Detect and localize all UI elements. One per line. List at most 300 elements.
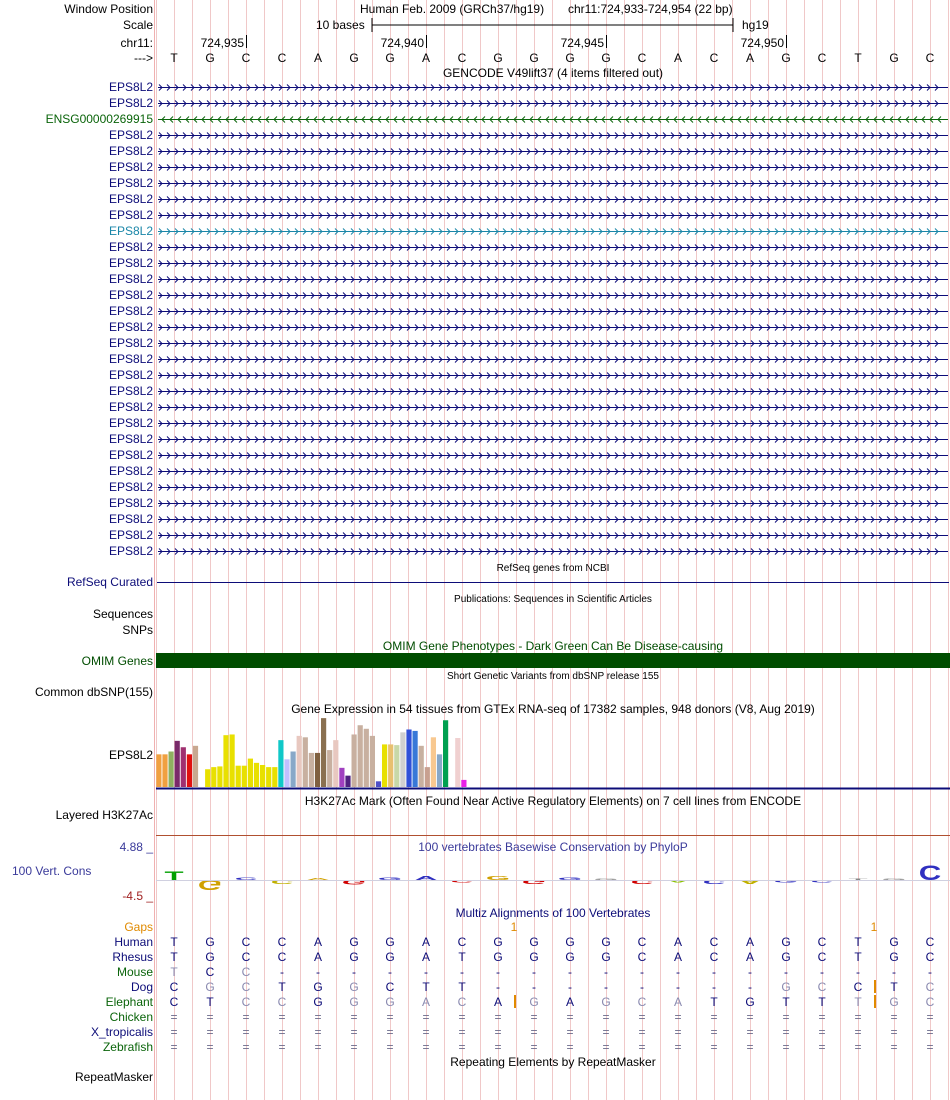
aligned-base: C bbox=[241, 980, 251, 994]
gtex-tissue-bar bbox=[169, 752, 174, 788]
gencode-gene-line[interactable] bbox=[156, 304, 950, 318]
phylop-min-label: -4.5 _ bbox=[122, 889, 153, 903]
gencode-gene-label[interactable]: EPS8L2 bbox=[108, 416, 153, 430]
gencode-gene-label[interactable]: EPS8L2 bbox=[108, 400, 153, 414]
gencode-gene-label[interactable]: EPS8L2 bbox=[108, 176, 153, 190]
reference-base: C bbox=[709, 51, 719, 65]
gencode-gene-line[interactable] bbox=[156, 400, 950, 414]
gencode-gene-label[interactable]: EPS8L2 bbox=[108, 384, 153, 398]
species-label[interactable]: X_tropicalis bbox=[90, 1025, 153, 1039]
aligned-base: = bbox=[854, 1040, 862, 1054]
gtex-tissue-bar bbox=[205, 769, 210, 787]
gencode-gene-line[interactable] bbox=[156, 96, 950, 110]
gtex-tissue-bar bbox=[443, 720, 448, 787]
gencode-gene-label[interactable]: EPS8L2 bbox=[108, 304, 153, 318]
ruler-tick bbox=[606, 35, 607, 48]
reference-base: C bbox=[457, 51, 467, 65]
gtex-tissue-bar bbox=[394, 745, 399, 787]
phylop-letter bbox=[522, 879, 546, 885]
species-label[interactable]: Dog bbox=[130, 980, 153, 994]
svg-text:C: C bbox=[810, 879, 834, 884]
gencode-gene-line[interactable] bbox=[156, 208, 950, 222]
ruler-tick bbox=[786, 35, 787, 48]
gencode-gene-label[interactable]: EPS8L2 bbox=[108, 336, 153, 350]
gencode-gene-line[interactable] bbox=[156, 160, 950, 174]
gencode-gene-line[interactable] bbox=[156, 272, 950, 286]
gtex-tissue-bar bbox=[303, 737, 308, 787]
aligned-base: G bbox=[601, 995, 611, 1009]
reference-base: T bbox=[170, 51, 178, 65]
omim-gene-bar[interactable] bbox=[156, 653, 950, 668]
aligned-base: = bbox=[206, 1010, 214, 1024]
aligned-base: = bbox=[566, 1010, 574, 1024]
svg-text:C: C bbox=[270, 878, 294, 885]
gtex-tissue-bar bbox=[413, 731, 418, 787]
aligned-base: = bbox=[782, 1025, 790, 1039]
aligned-base: = bbox=[206, 1040, 214, 1054]
gencode-gene-line[interactable] bbox=[156, 512, 950, 526]
ruler-tick bbox=[246, 35, 247, 48]
gencode-gene-line[interactable] bbox=[156, 320, 950, 334]
aligned-base: C bbox=[205, 965, 215, 979]
gencode-gene-line[interactable] bbox=[156, 256, 950, 270]
gencode-gene-line[interactable] bbox=[156, 416, 950, 430]
aligned-base: G bbox=[205, 950, 215, 964]
gap-count: 1 bbox=[870, 920, 878, 934]
gtex-tissue-bar bbox=[175, 741, 180, 787]
aligned-base: G bbox=[565, 950, 575, 964]
aligned-base: G bbox=[313, 995, 323, 1009]
gtex-tissue-bar bbox=[315, 753, 320, 787]
aligned-base: G bbox=[493, 935, 503, 949]
aligned-base: T bbox=[782, 995, 790, 1009]
aligned-base: = bbox=[602, 1040, 610, 1054]
aligned-base: C bbox=[385, 980, 395, 994]
aligned-base: = bbox=[458, 1040, 466, 1054]
phylop-letter bbox=[739, 879, 762, 885]
assembly-text: Human Feb. 2009 (GRCh37/hg19) bbox=[360, 2, 545, 16]
aligned-base: = bbox=[350, 1040, 358, 1054]
aligned-base: - bbox=[784, 965, 788, 979]
position-text[interactable]: chr11:724,933-724,954 (22 bp) bbox=[568, 2, 733, 16]
gtex-tissue-bar bbox=[156, 754, 161, 787]
aligned-base: = bbox=[278, 1025, 286, 1039]
gencode-gene-label[interactable]: EPS8L2 bbox=[108, 496, 153, 510]
aligned-base: = bbox=[422, 1040, 430, 1054]
aligned-base: = bbox=[242, 1040, 250, 1054]
gencode-gene-label[interactable]: EPS8L2 bbox=[108, 528, 153, 542]
gtex-tissue-bar bbox=[431, 737, 436, 787]
aligned-base: T bbox=[170, 965, 178, 979]
refseq-track-label[interactable]: RefSeq Curated bbox=[66, 575, 153, 589]
aligned-base: T bbox=[854, 995, 862, 1009]
species-label[interactable]: Zebrafish bbox=[102, 1040, 153, 1054]
aligned-base: A bbox=[673, 995, 682, 1009]
phylop-letter bbox=[667, 879, 690, 883]
species-label[interactable]: Elephant bbox=[105, 995, 153, 1009]
reference-base: C bbox=[241, 51, 251, 65]
aligned-base: - bbox=[640, 980, 644, 994]
svg-text:T: T bbox=[164, 869, 184, 883]
dbsnp-track-label[interactable]: Common dbSNP(155) bbox=[34, 685, 153, 699]
aligned-base: A bbox=[421, 995, 430, 1009]
phylop-letter bbox=[631, 879, 654, 885]
aligned-base: = bbox=[926, 1040, 934, 1054]
aligned-base: = bbox=[854, 1010, 862, 1024]
aligned-base: G bbox=[385, 935, 395, 949]
aligned-base: T bbox=[170, 935, 178, 949]
gtex-tissue-bar bbox=[376, 781, 381, 787]
gencode-gene-line[interactable] bbox=[156, 80, 950, 94]
aligned-base: = bbox=[710, 1025, 718, 1039]
aligned-base: - bbox=[568, 965, 572, 979]
aligned-base: - bbox=[892, 965, 896, 979]
aligned-base: C bbox=[817, 980, 827, 994]
aligned-base: = bbox=[170, 1040, 178, 1054]
aligned-base: - bbox=[316, 965, 320, 979]
aligned-base: = bbox=[170, 1025, 178, 1039]
chrom-label: chr11: bbox=[120, 36, 153, 50]
gtex-tissue-bar bbox=[211, 767, 216, 787]
gtex-tissue-bar bbox=[400, 732, 405, 787]
gencode-gene-label[interactable]: EPS8L2 bbox=[108, 224, 153, 238]
aligned-base: - bbox=[532, 980, 536, 994]
window-position-label: Window Position bbox=[64, 2, 153, 16]
gtex-tissue-bar bbox=[260, 765, 265, 787]
aligned-base: G bbox=[781, 950, 791, 964]
aligned-base: C bbox=[925, 935, 935, 949]
gencode-gene-label[interactable]: EPS8L2 bbox=[108, 368, 153, 382]
aligned-base: = bbox=[638, 1040, 646, 1054]
reference-base: A bbox=[745, 51, 754, 65]
reference-base: G bbox=[601, 51, 611, 65]
gtex-tissue-bar bbox=[217, 766, 222, 787]
aligned-base: = bbox=[170, 1010, 178, 1024]
aligned-base: G bbox=[529, 995, 539, 1009]
gencode-gene-label[interactable]: EPS8L2 bbox=[108, 128, 153, 142]
aligned-base: = bbox=[242, 1025, 250, 1039]
aligned-base: G bbox=[385, 950, 395, 964]
gencode-gene-label[interactable]: EPS8L2 bbox=[108, 352, 153, 366]
aligned-base: G bbox=[493, 950, 503, 964]
gencode-gene-label[interactable]: EPS8L2 bbox=[108, 448, 153, 462]
gencode-gene-label[interactable]: EPS8L2 bbox=[108, 288, 153, 302]
aligned-base: = bbox=[422, 1010, 430, 1024]
gtex-tissue-bar bbox=[461, 780, 466, 787]
aligned-base: = bbox=[422, 1025, 430, 1039]
aligned-base: T bbox=[854, 935, 862, 949]
phylop-track-label[interactable]: 100 Vert. Cons bbox=[12, 864, 92, 878]
aligned-base: = bbox=[818, 1025, 826, 1039]
gencode-gene-line[interactable] bbox=[156, 352, 950, 366]
aligned-base: C bbox=[709, 935, 719, 949]
reference-base: G bbox=[385, 51, 395, 65]
aligned-base: - bbox=[856, 965, 860, 979]
aligned-base: = bbox=[494, 1040, 502, 1054]
aligned-base: = bbox=[566, 1040, 574, 1054]
species-label[interactable]: Rhesus bbox=[112, 950, 153, 964]
aligned-base: G bbox=[889, 995, 899, 1009]
aligned-base: T bbox=[854, 950, 862, 964]
gencode-gene-line[interactable] bbox=[156, 368, 950, 382]
svg-text:G: G bbox=[197, 876, 223, 893]
insertion-mark bbox=[874, 995, 876, 1008]
gtex-tissue-bar bbox=[309, 753, 314, 787]
species-label[interactable]: Human bbox=[114, 935, 153, 949]
svg-text:G: G bbox=[881, 878, 907, 881]
gencode-gene-line[interactable] bbox=[156, 496, 950, 510]
aligned-base: - bbox=[280, 965, 284, 979]
gtex-tissue-bar bbox=[370, 736, 375, 787]
aligned-base: = bbox=[494, 1025, 502, 1039]
gencode-gene-line[interactable] bbox=[156, 112, 950, 126]
gtex-tissue-bar bbox=[193, 746, 198, 787]
svg-text:G: G bbox=[557, 876, 583, 881]
gtex-tissue-bar bbox=[230, 734, 235, 787]
gtex-track-label[interactable]: EPS8L2 bbox=[108, 748, 153, 762]
repeatmasker-track-title: Repeating Elements by RepeatMasker bbox=[450, 1055, 656, 1069]
species-label[interactable]: Mouse bbox=[116, 965, 153, 979]
aligned-base: C bbox=[241, 965, 251, 979]
gtex-tissue-bar bbox=[364, 729, 369, 787]
aligned-base: - bbox=[928, 965, 932, 979]
sidebar-divider bbox=[154, 0, 155, 1100]
aligned-base: - bbox=[712, 965, 716, 979]
svg-text:C: C bbox=[702, 878, 726, 885]
gtex-bar-chart[interactable] bbox=[156, 716, 950, 790]
aligned-base: G bbox=[529, 950, 539, 964]
aligned-base: - bbox=[640, 965, 644, 979]
svg-text:G: G bbox=[341, 878, 367, 886]
gencode-gene-label[interactable]: EPS8L2 bbox=[108, 208, 153, 222]
gencode-gene-line[interactable] bbox=[156, 176, 950, 190]
aligned-base: = bbox=[674, 1040, 682, 1054]
aligned-base: - bbox=[748, 980, 752, 994]
publications-sequences-label[interactable]: Sequences bbox=[92, 607, 153, 621]
gencode-gene-line[interactable] bbox=[156, 544, 950, 558]
gencode-gene-label[interactable]: ENSG00000269915 bbox=[45, 112, 153, 126]
strand-label: ---> bbox=[134, 51, 153, 65]
aligned-base: - bbox=[424, 965, 428, 979]
aligned-base: = bbox=[818, 1040, 826, 1054]
gtex-tissue-bar bbox=[339, 768, 344, 787]
aligned-base: - bbox=[532, 965, 536, 979]
aligned-base: C bbox=[169, 980, 179, 994]
scale-label: Scale bbox=[122, 18, 153, 32]
aligned-base: G bbox=[745, 995, 755, 1009]
gencode-gene-line[interactable] bbox=[156, 384, 950, 398]
gencode-gene-line[interactable] bbox=[156, 128, 950, 142]
gencode-gene-label[interactable]: EPS8L2 bbox=[108, 464, 153, 478]
gencode-gene-line[interactable] bbox=[156, 288, 950, 302]
gencode-gene-line[interactable] bbox=[156, 480, 950, 494]
gencode-gene-line[interactable] bbox=[156, 464, 950, 478]
aligned-base: A bbox=[565, 995, 574, 1009]
aligned-base: = bbox=[638, 1025, 646, 1039]
gtex-tissue-bar bbox=[437, 754, 442, 787]
reference-base: G bbox=[493, 51, 503, 65]
publications-snps-label[interactable]: SNPs bbox=[122, 623, 153, 637]
aligned-base: = bbox=[854, 1025, 862, 1039]
reference-base: A bbox=[421, 51, 430, 65]
svg-text:A: A bbox=[666, 879, 690, 884]
gencode-gene-line[interactable] bbox=[156, 224, 950, 238]
aligned-base: T bbox=[422, 980, 430, 994]
aligned-base: A bbox=[745, 950, 754, 964]
gencode-gene-label[interactable]: EPS8L2 bbox=[108, 144, 153, 158]
aligned-base: - bbox=[496, 965, 500, 979]
repeatmasker-track-label[interactable]: RepeatMasker bbox=[74, 1070, 153, 1084]
aligned-base: = bbox=[314, 1040, 322, 1054]
svg-text:G: G bbox=[485, 875, 511, 882]
gencode-gene-line[interactable] bbox=[156, 528, 950, 542]
aligned-base: = bbox=[386, 1010, 394, 1024]
aligned-base: G bbox=[565, 935, 575, 949]
gencode-gene-label[interactable]: EPS8L2 bbox=[108, 160, 153, 174]
aligned-base: A bbox=[313, 935, 322, 949]
phylop-letter bbox=[774, 879, 798, 883]
gtex-tissue-bar bbox=[321, 718, 326, 787]
gencode-gene-line[interactable] bbox=[156, 144, 950, 158]
gtex-tissue-bar bbox=[406, 729, 411, 787]
scale-db-text: hg19 bbox=[742, 18, 769, 32]
omim-track-label[interactable]: OMIM Genes bbox=[81, 654, 153, 668]
gtex-tissue-bar bbox=[449, 721, 454, 787]
gencode-gene-label[interactable]: EPS8L2 bbox=[108, 240, 153, 254]
svg-text:C: C bbox=[918, 861, 942, 885]
gtex-tissue-bar bbox=[455, 738, 460, 787]
multiz-track-title: Multiz Alignments of 100 Vertebrates bbox=[455, 906, 651, 920]
gencode-gene-line[interactable] bbox=[156, 336, 950, 350]
gencode-gene-label[interactable]: EPS8L2 bbox=[108, 512, 153, 526]
aligned-base: = bbox=[494, 1010, 502, 1024]
ruler-tick-label: 724,940 bbox=[380, 36, 424, 50]
gtex-tissue-bar bbox=[297, 736, 302, 787]
aligned-base: = bbox=[314, 1025, 322, 1039]
aligned-base: = bbox=[278, 1040, 286, 1054]
svg-text:C: C bbox=[630, 878, 654, 885]
aligned-base: G bbox=[349, 980, 359, 994]
aligned-base: = bbox=[530, 1010, 538, 1024]
aligned-base: - bbox=[496, 980, 500, 994]
gencode-gene-line[interactable] bbox=[156, 432, 950, 446]
gencode-gene-line[interactable] bbox=[156, 192, 950, 206]
aligned-base: A bbox=[673, 950, 682, 964]
gencode-gene-label[interactable]: EPS8L2 bbox=[108, 96, 153, 110]
gencode-gene-label[interactable]: EPS8L2 bbox=[108, 320, 153, 334]
gencode-gene-label[interactable]: EPS8L2 bbox=[108, 80, 153, 94]
aligned-base: C bbox=[277, 935, 287, 949]
gtex-tissue-bar bbox=[266, 767, 271, 787]
aligned-base: C bbox=[277, 950, 287, 964]
aligned-base: T bbox=[458, 980, 466, 994]
aligned-base: - bbox=[460, 965, 464, 979]
gencode-gene-label[interactable]: EPS8L2 bbox=[108, 432, 153, 446]
reference-base: T bbox=[854, 51, 862, 65]
gtex-tissue-bar bbox=[291, 752, 296, 788]
omim-track-title: OMIM Gene Phenotypes - Dark Green Can Be Disease-causing bbox=[382, 639, 724, 653]
aligned-base: G bbox=[385, 995, 395, 1009]
phylop-letter bbox=[342, 879, 366, 886]
aligned-base: = bbox=[602, 1010, 610, 1024]
aligned-base: - bbox=[748, 965, 752, 979]
gap-count: 1 bbox=[510, 920, 518, 934]
aligned-base: G bbox=[889, 935, 899, 949]
phylop-logo[interactable] bbox=[156, 854, 950, 904]
gtex-tissue-bar bbox=[199, 785, 204, 787]
scale-bases-text: 10 bases bbox=[316, 18, 365, 32]
aligned-base: C bbox=[457, 935, 467, 949]
species-label[interactable]: Chicken bbox=[109, 1010, 153, 1024]
ruler-tick-label: 724,950 bbox=[740, 36, 784, 50]
phylop-letter bbox=[919, 861, 942, 885]
svg-text:T: T bbox=[848, 878, 868, 881]
aligned-base: T bbox=[458, 950, 466, 964]
aligned-base: C bbox=[241, 995, 251, 1009]
aligned-base: = bbox=[386, 1025, 394, 1039]
gtex-tissue-bar bbox=[272, 767, 277, 787]
aligned-base: = bbox=[530, 1040, 538, 1054]
aligned-base: G bbox=[205, 980, 215, 994]
gencode-gene-label[interactable]: EPS8L2 bbox=[108, 272, 153, 286]
reference-base: G bbox=[565, 51, 575, 65]
aligned-base: = bbox=[386, 1040, 394, 1054]
svg-text:G: G bbox=[377, 876, 403, 881]
aligned-base: C bbox=[709, 950, 719, 964]
aligned-base: = bbox=[782, 1010, 790, 1024]
aligned-base: = bbox=[314, 1010, 322, 1024]
aligned-base: = bbox=[530, 1025, 538, 1039]
gencode-gene-label[interactable]: EPS8L2 bbox=[108, 480, 153, 494]
refseq-gene-line[interactable] bbox=[157, 582, 949, 583]
phylop-track-title: 100 vertebrates Basewise Conservation by PhyloP bbox=[418, 840, 688, 854]
aligned-base: A bbox=[745, 935, 754, 949]
gtex-tissue-bar bbox=[181, 747, 186, 787]
gtex-tissue-bar bbox=[333, 740, 338, 787]
aligned-base: = bbox=[890, 1010, 898, 1024]
h3k27ac-track-label[interactable]: Layered H3K27Ac bbox=[55, 808, 153, 822]
aligned-base: = bbox=[818, 1010, 826, 1024]
svg-text:G: G bbox=[773, 879, 799, 884]
aligned-base: G bbox=[529, 935, 539, 949]
aligned-base: T bbox=[710, 995, 718, 1009]
reference-base: G bbox=[889, 51, 899, 65]
multiz-gaps-label[interactable]: Gaps bbox=[124, 920, 153, 934]
aligned-base: - bbox=[352, 965, 356, 979]
gtex-tissue-bar bbox=[358, 725, 363, 787]
aligned-base: T bbox=[278, 980, 286, 994]
gencode-gene-line[interactable] bbox=[156, 240, 950, 254]
aligned-base: C bbox=[241, 935, 251, 949]
gtex-tissue-bar bbox=[425, 767, 430, 787]
gtex-tissue-bar bbox=[388, 744, 393, 787]
svg-text:G: G bbox=[521, 878, 547, 885]
aligned-base: - bbox=[676, 980, 680, 994]
gtex-tissue-bar bbox=[278, 740, 283, 787]
gencode-track-title: GENCODE V49lift37 (4 items filtered out) bbox=[442, 66, 664, 80]
reference-base: A bbox=[673, 51, 682, 65]
aligned-base: G bbox=[781, 935, 791, 949]
gencode-gene-label[interactable]: EPS8L2 bbox=[108, 544, 153, 558]
gencode-gene-label[interactable]: EPS8L2 bbox=[108, 256, 153, 270]
gencode-gene-line[interactable] bbox=[156, 448, 950, 462]
aligned-base: = bbox=[206, 1025, 214, 1039]
aligned-base: C bbox=[925, 950, 935, 964]
gtex-tissue-bar bbox=[248, 759, 253, 787]
reference-base: G bbox=[349, 51, 359, 65]
aligned-base: - bbox=[388, 965, 392, 979]
gencode-gene-label[interactable]: EPS8L2 bbox=[108, 192, 153, 206]
